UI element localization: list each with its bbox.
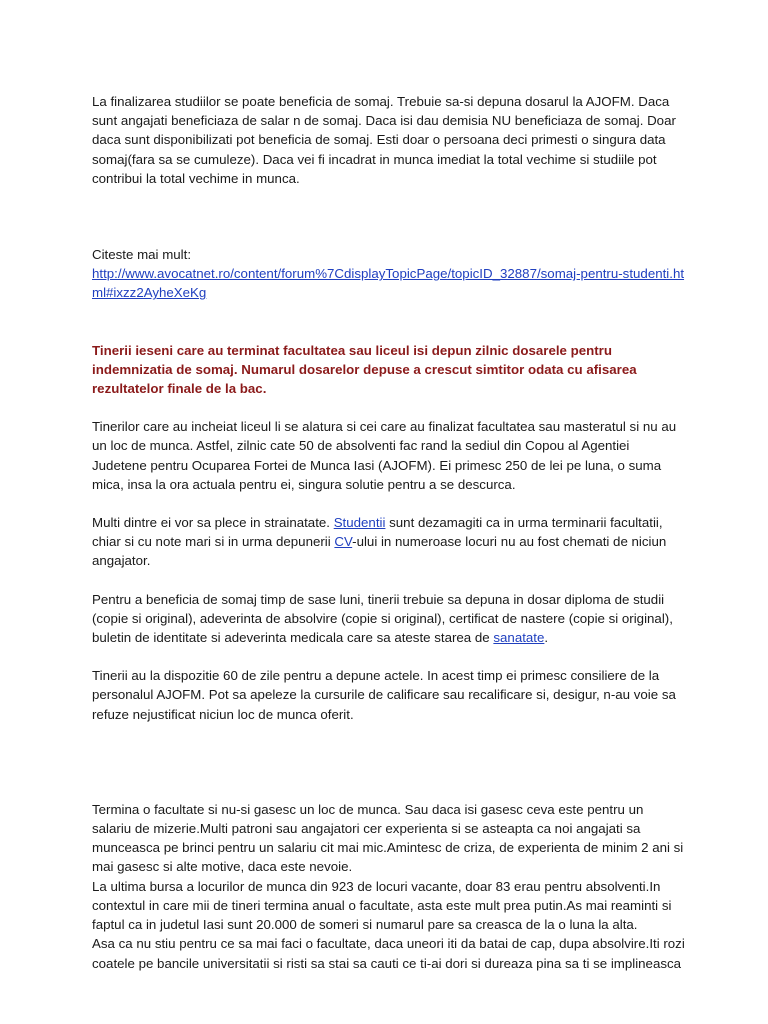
- read-more-link-line: [92, 264, 686, 302]
- read-more-link[interactable]: http://www.avocatnet.ro/content/forum%7CdisplayTopicPage/topicID_32887/somaj-pentru-studenti.html#ixzz2AyheXeKg: [92, 266, 685, 301]
- link-sanatate[interactable]: sanatate: [493, 630, 545, 646]
- paragraph-intro: La finalizarea studiilor se poate beneficia de somaj. Trebuie sa-si depuna dosarul la AJOFM. Daca sunt angajati beneficiaza de salar n de somaj. Daca isi dau demisia NU beneficiaza de somaj. Doar daca sunt disponibilizati pot beneficia de somaj. Esti doar o persoana deci primesti o singura data somaj(fara sa se cumuleze). Daca vei fi incadrat in munca imediat la total vechime si studiile pot contribui la total vechime in munca.: [92, 94, 676, 186]
- paragraph-documents: [92, 590, 686, 648]
- link-studentii[interactable]: Studentii: [333, 515, 386, 531]
- paragraph-job-fair: La ultima bursa a locurilor de munca din 923 de locuri vacante, doar 83 erau pentru absolventi.In contextul in care mii de tineri termina anual o facultate, asta este mult prea putin.As mai reaminti si faptul ca in judetul Iasi sunt 20.000 de someri si numarul pare sa creasca de la o luna la alta.: [92, 878, 672, 933]
- paragraph-abroad: [92, 513, 686, 571]
- paragraph-opinion: Termina o facultate si nu-si gasesc un loc de munca. Sau daca isi gasesc ceva este pentru un salariu de mizerie.Multi patroni sau angajatori cer experienta si se asteapta ca noi angajati sa munceasca pe brinci pentru un salariu cit mai mic.Amintesc de criza, de experienta de minim 2 ani si mai gasesc si alte motive, daca este nevoie.: [92, 801, 684, 875]
- article-lead: Tinerii ieseni care au terminat facultatea sau liceul isi depun zilnic dosarele pentru indemnizatia de somaj. Numarul dosarelor depuse a crescut simtitor odata cu afisarea rezultatelor finale de la bac.: [92, 342, 637, 397]
- link-cv[interactable]: CV: [334, 534, 353, 550]
- paragraph-conclusion: Asa ca nu stiu pentru ce sa mai faci o facultate, daca uneori iti da batai de cap, dupa absolvire.Iti rozi coatele pe bancile universitatii si risti sa stai sa cauti ce ti-ai dori si dureaza pina sa ti se implineasca: [92, 936, 685, 971]
- text-segment: sunt dezamagiti ca in urma terminarii facultatii, chiar si cu note mari si in urma depunerii: [92, 515, 663, 550]
- read-more-label: Citeste mai mult:: [92, 247, 192, 263]
- paragraph-deadline: Tinerii au la dispozitie 60 de zile pentru a depune actele. In acest timp ei primesc consiliere de la personalul AJOFM. Pot sa apeleze la cursurile de calificare sau recalificare si, desigur, n-au voie sa refuze nejustificat niciun loc de munca oferit.: [92, 668, 676, 722]
- text-segment: Pentru a beneficia de somaj timp de sase luni, tinerii trebuie sa depuna in dosar diploma de studii (copie si original), adeverinta de absolvire (copie si original), certificat de nastere (copie si original), buletin de identitate si adeverinta medicala care sa ateste starea de: [92, 591, 673, 646]
- paragraph-graduates: Tinerilor care au incheiat liceul li se alatura si cei care au finalizat facultatea sau masteratul si nu au un loc de munca. Astfel, zilnic cate 50 de absolventi fac rand la sediul din Copou al Agentiei Judetene pentru Ocuparea Fortei de Munca Iasi (AJOFM). Ei primesc 250 de lei pe luna, o suma mica, insa la ora actuala pentru ei, singura solutie pentru a se descurca.: [92, 419, 677, 492]
- text-segment: -ului in numeroase locuri nu au fost chemati de niciun angajator.: [92, 534, 667, 569]
- text-segment: Multi dintre ei vor sa plece in strainatate.: [92, 515, 334, 531]
- text-segment: .: [544, 630, 549, 646]
